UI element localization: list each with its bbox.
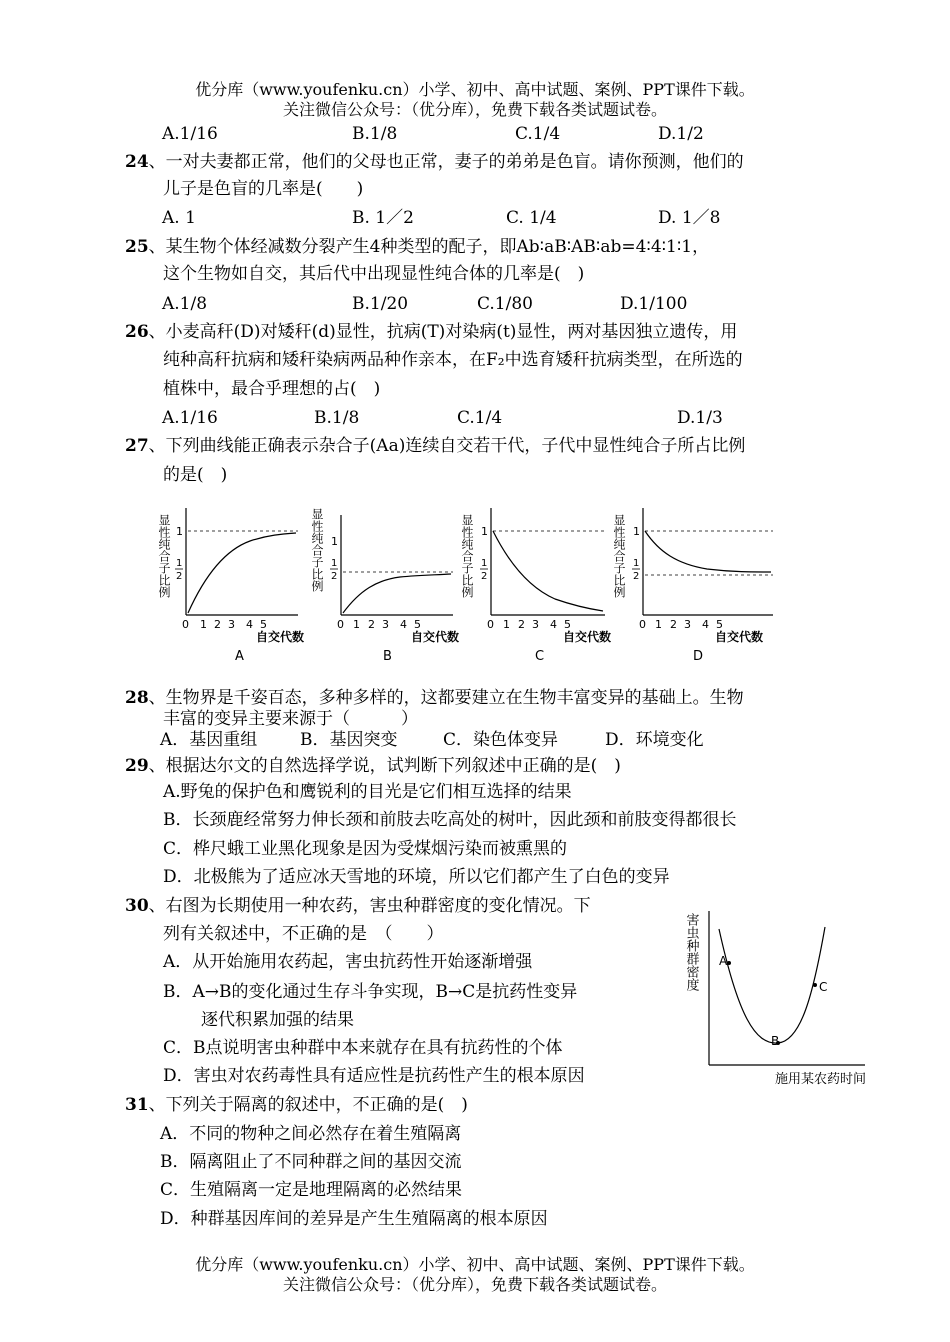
svg-text:2: 2 [176,571,183,582]
q23-option-d: D.1/2 [658,124,704,144]
q27-number: 27 [125,436,149,456]
svg-text:4: 4 [400,618,407,631]
svg-text:1: 1 [633,525,640,538]
q31-number: 31 [125,1095,149,1115]
page-footer-line2: 关注微信公众号：（优分库），免费下载各类试题试卷。 [282,1275,667,1294]
q27-panel-label-b: B [383,649,392,664]
svg-text:2: 2 [670,618,677,631]
q31-text: 31、下列关于隔离的叙述中，不正确的是( ) [125,1095,468,1115]
svg-text:0: 0 [182,618,189,631]
q23-option-a: A.1/16 [162,124,218,144]
svg-text:自交代数: 自交代数 [411,630,460,644]
svg-text:2: 2 [518,618,525,631]
q25-option-d: D.1/100 [620,294,688,314]
svg-text:1: 1 [353,618,360,631]
svg-text:2: 2 [368,618,375,631]
q30-point-b: B [771,1034,780,1048]
q26-text-line2: 纯种高秆抗病和矮秆染病两品种作亲本，在F₂中选育矮秆抗病类型，在所选的 [163,350,743,370]
q27-panel-label-d: D [693,649,704,664]
svg-text:2: 2 [633,571,640,582]
q27-curve-c [493,531,603,611]
q30-option-b-line1: B．A→B的变化通过生存斗争实现，B→C是抗药性变异 [163,982,578,1002]
svg-text:4: 4 [550,618,557,631]
q30-option-a: A．从开始施用农药起，害虫抗药性开始逐渐增强 [163,952,533,972]
q24-option-b: B. 1／2 [352,208,414,228]
svg-text:5: 5 [260,618,267,631]
q30-option-c: C．B点说明害虫种群中本来就存在具有抗药性的个体 [163,1038,563,1058]
svg-text:5: 5 [414,618,421,631]
q27-y-label-c: 显性纯合子比例 [460,514,474,598]
q26-number: 26 [125,322,149,342]
q28-option-a: A．基因重组 [160,730,258,750]
q24-option-d: D. 1／8 [658,208,721,228]
q29-option-c: C．桦尺蛾工业黑化现象是因为受煤烟污染而被熏黑的 [163,839,568,859]
svg-text:2: 2 [331,571,338,582]
q30-point-a: A [719,954,728,968]
svg-text:4: 4 [246,618,253,631]
q27-text-line2: 的是( ) [163,465,228,485]
q31-option-c: C．生殖隔离一定是地理隔离的必然结果 [160,1180,463,1200]
q27-y-label-d: 显性纯合子比例 [612,514,626,598]
q26-option-c: C.1/4 [457,408,503,428]
page-header-line2: 关注微信公众号：（优分库），免费下载各类试题试卷。 [282,100,667,119]
svg-text:1: 1 [176,525,183,538]
q24-text-line1: 24、一对夫妻都正常，他们的父母也正常，妻子的弟弟是色盲。请你预测，他们的 [125,152,744,172]
q27-panel-c [460,508,611,664]
q30-option-b-line2: 逐代积累加强的结果 [201,1010,354,1030]
q30-number: 30 [125,896,149,916]
q26-text-line1: 26、小麦高秆(D)对矮秆(d)显性，抗病(T)对染病(t)显性，两对基因独立遗传，用 [125,322,738,342]
q24-text-line2: 儿子是色盲的几率是( ) [163,179,364,199]
q25-text-line2: 这个生物如自交，其后代中出现显性纯合体的几率是( ) [163,264,585,284]
q27-y-label-b: 显性纯合子比例 [310,508,324,592]
q27-curve-d [645,531,771,572]
q30-curve [719,927,828,1043]
svg-text:自交代数: 自交代数 [563,630,612,644]
q24-option-a: A. 1 [162,208,196,228]
q29-number: 29 [125,756,149,776]
q27-panel-label-a: A [235,649,244,664]
q24-option-c: C. 1/4 [506,208,557,228]
svg-text:1: 1 [481,558,488,569]
q27-curve-a [188,533,296,613]
q28-number: 28 [125,688,149,708]
q30-text-line1: 30、右图为长期使用一种农药，害虫种群密度的变化情况。下 [125,896,591,916]
q28-text-line2: 丰富的变异主要来源于（ ） [163,709,418,729]
q27-graphs [150,500,790,670]
q30-point-c: C [819,980,828,994]
q25-option-a: A.1/8 [162,294,208,314]
q30-graph [683,905,883,1090]
q27-panel-d [612,508,773,664]
q25-option-b: B.1/20 [352,294,409,314]
svg-text:1: 1 [481,525,488,538]
svg-text:2: 2 [481,571,488,582]
q30-text-line2: 列有关叙述中，不正确的是 （ ） [163,924,444,944]
svg-text:2: 2 [214,618,221,631]
q28-text-line1: 28、生物界是千姿百态，多种多样的，这都要建立在生物丰富变异的基础上。生物 [125,688,744,708]
q25-number: 25 [125,237,149,257]
q27-panel-label-c: C [535,649,545,664]
svg-text:自交代数: 自交代数 [715,630,764,644]
svg-text:3: 3 [532,618,539,631]
svg-text:1: 1 [331,558,338,569]
q30-graph-y-label: 害虫种群密度 [683,913,699,991]
svg-text:1: 1 [633,558,640,569]
q31-option-d: D．种群基因库间的差异是产生生殖隔离的根本原因 [160,1209,548,1229]
q27-text-line1: 27、下列曲线能正确表示杂合子(Aa)连续自交若干代，子代中显性纯合子所占比例 [125,436,746,456]
svg-text:3: 3 [382,618,389,631]
svg-text:3: 3 [228,618,235,631]
q31-option-b: B．隔离阻止了不同种群之间的基因交流 [160,1152,462,1172]
svg-text:4: 4 [702,618,709,631]
q30-graph-x-label: 施用某农药时间 [775,1072,867,1087]
q27-panel-a [157,508,304,664]
svg-text:1: 1 [200,618,207,631]
q28-option-b: B．基因突变 [300,730,398,750]
q31-option-a: A．不同的物种之间必然存在着生殖隔离 [160,1124,462,1144]
q29-option-b: B．长颈鹿经常努力伸长颈和前肢去吃高处的树叶，因此颈和前肢变得都很长 [163,810,737,830]
svg-text:0: 0 [639,618,646,631]
q30-option-d: D．害虫对农药毒性具有适应性是抗药性产生的根本原因 [163,1066,585,1086]
q27-panel-b [310,508,459,664]
q27-y-label-a: 显性纯合子比例 [157,514,171,598]
q29-option-d: D．北极熊为了适应冰天雪地的环境，所以它们都产生了白色的变异 [163,867,670,887]
q29-text: 29、根据达尔文的自然选择学说，试判断下列叙述中正确的是( ) [125,756,621,776]
q28-option-c: C．染色体变异 [443,730,559,750]
q26-text-line3: 植株中，最合乎理想的占( ) [163,379,381,399]
svg-text:1: 1 [655,618,662,631]
q25-text-line1: 25、某生物个体经减数分裂产生4种类型的配子，即Ab∶aB∶AB∶ab=4∶4∶1∶1， [125,237,710,257]
q26-option-a: A.1/16 [162,408,218,428]
svg-text:1: 1 [331,535,338,548]
svg-text:自交代数: 自交代数 [256,630,305,644]
svg-text:5: 5 [716,618,723,631]
q24-number: 24 [125,152,149,172]
q26-option-d: D.1/3 [677,408,723,428]
q25-option-c: C.1/80 [477,294,533,314]
svg-text:5: 5 [564,618,571,631]
q23-option-c: C.1/4 [515,124,561,144]
page-footer-line1: 优分库（www.youfenku.cn）小学、初中、高中试题、案例、PPT课件下载。 [195,1255,755,1274]
q28-option-d: D．环境变化 [605,730,704,750]
q23-option-b: B.1/8 [352,124,398,144]
svg-text:1: 1 [503,618,510,631]
q27-curve-b [343,574,451,613]
svg-text:0: 0 [487,618,494,631]
svg-text:1: 1 [176,558,183,569]
page-header-line1: 优分库（www.youfenku.cn）小学、初中、高中试题、案例、PPT课件下载。 [195,80,755,99]
svg-text:3: 3 [684,618,691,631]
q29-option-a: A.野兔的保护色和鹰锐利的目光是它们相互选择的结果 [163,782,572,802]
q26-option-b: B.1/8 [314,408,360,428]
svg-text:0: 0 [337,618,344,631]
